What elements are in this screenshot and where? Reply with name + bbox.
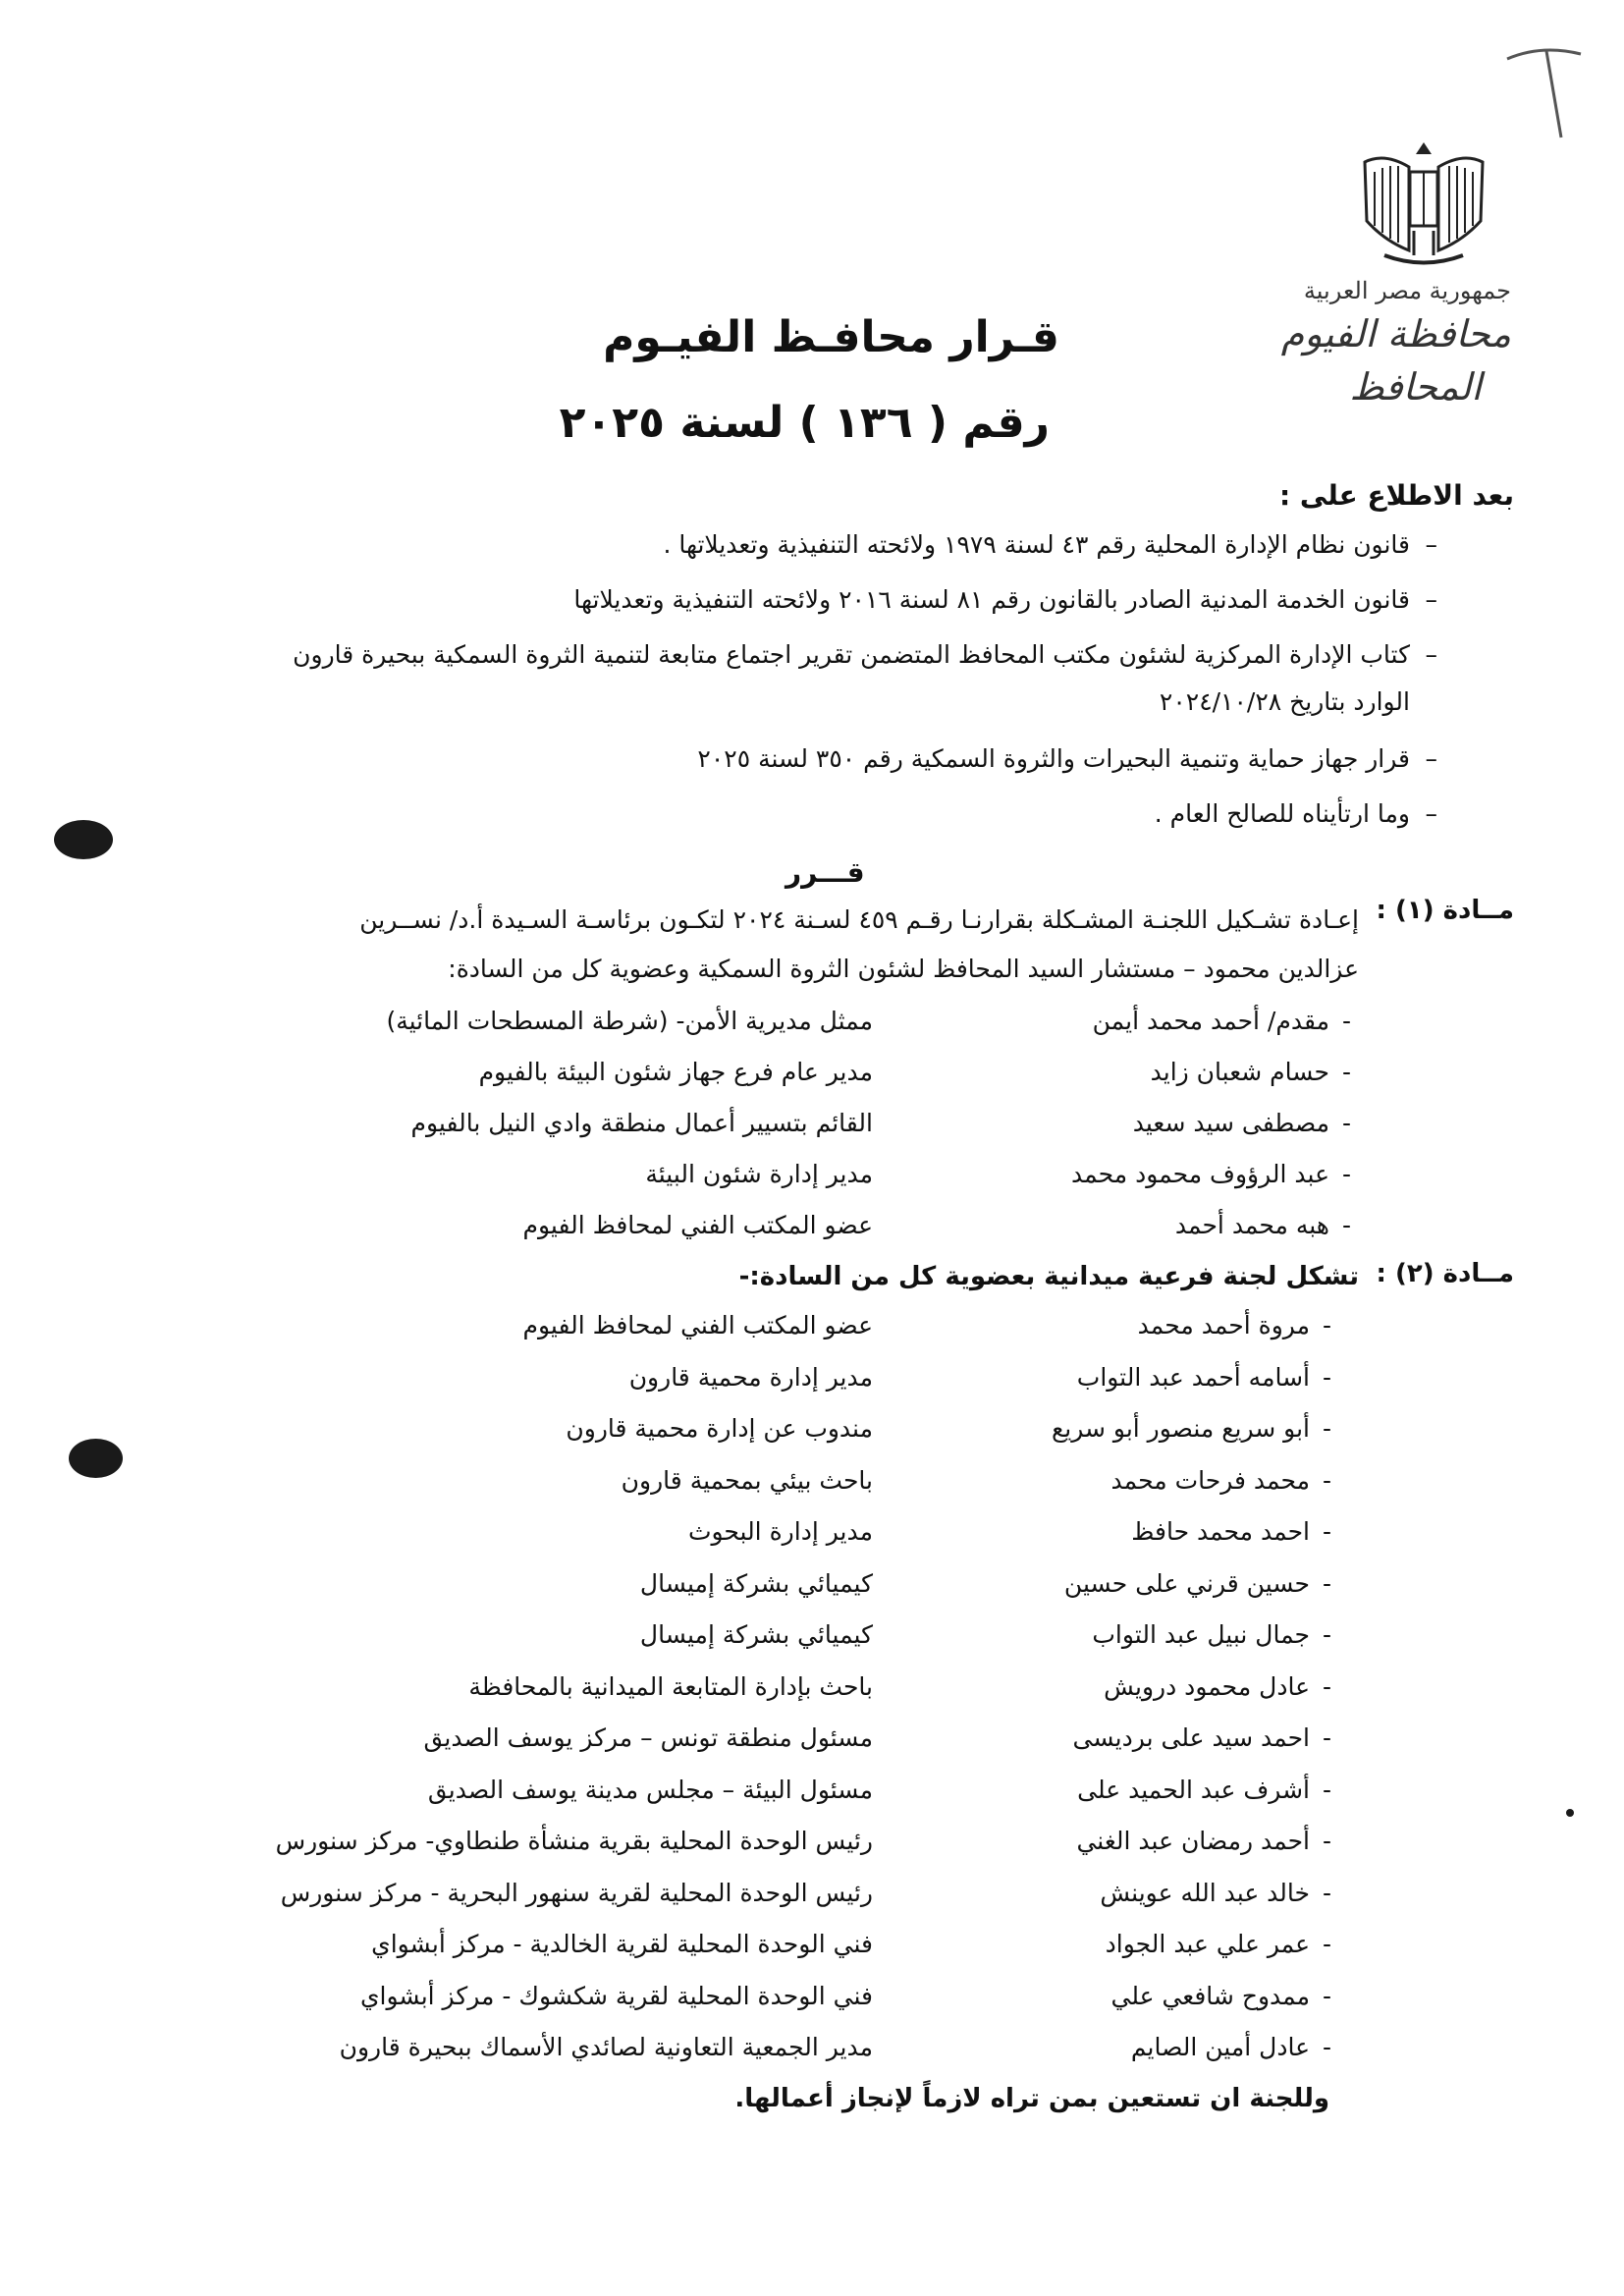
corner-mark-icon (1502, 39, 1591, 147)
letterhead-country: جمهورية مصر العربية (1303, 277, 1511, 304)
member-dash: - (1322, 1723, 1331, 1752)
article-1-text: عزالدين محمود – مستشار السيد المحافظ لشئون الثروة السمكية وعضوية كل من السادة: (448, 955, 1359, 983)
member-dash: - (1322, 1930, 1331, 1958)
member-name: احمد سيد على برديسى (1072, 1723, 1310, 1752)
member-name: جمال نبيل عبد التواب (1092, 1620, 1310, 1649)
bullet-dash: – (1425, 530, 1437, 559)
member-role: فني الوحدة المحلية لقرية شكشوك - مركز أبشواي (359, 1981, 873, 2010)
preamble-item: قانون الخدمة المدنية الصادر بالقانون رقم ٨١ لسنة ٢٠١٦ ولائحته التنفيذية وتعديلاتها (573, 585, 1410, 614)
member-name: احمد محمد حافظ (1131, 1517, 1310, 1546)
closing-text: وللجنة ان تستعين بمن تراه لازماً لإنجاز أعمالها. (734, 2084, 1329, 2113)
member-dash: - (1322, 1465, 1331, 1495)
preamble-item: قانون نظام الإدارة المحلية رقم ٤٣ لسنة ١٩٧٩ ولائحته التنفيذية وتعديلاتها . (663, 530, 1410, 559)
punch-hole (69, 1439, 123, 1478)
member-dash: - (1322, 1362, 1331, 1392)
member-dash: - (1322, 1517, 1331, 1546)
member-dash: - (1341, 1160, 1351, 1188)
member-role: فني الوحدة المحلية لقرية الخالدية - مركز أبشواي (371, 1930, 873, 1958)
member-role: عضو المكتب الفني لمحافظ الفيوم (522, 1211, 873, 1239)
member-role: مدير عام فرع جهاز شئون البيئة بالفيوم (478, 1058, 873, 1086)
member-role: رئيس الوحدة المحلية لقرية سنهور البحرية - مركز سنورس (280, 1878, 873, 1907)
speck (1566, 1809, 1574, 1817)
member-role: ممثل مديرية الأمن- (شرطة المسطحات المائية) (386, 1007, 873, 1035)
decision-heading: قـــرر (785, 856, 865, 889)
article-1-text: إعـادة تشـكيل اللجنـة المشـكلة بقرارنـا رقـم ٤٥٩ لسـنة ٢٠٢٤ لتكـون برئاسـة السـيدة أ.د/ نســرين (359, 905, 1359, 934)
member-dash: - (1322, 1981, 1331, 2010)
preamble-item: كتاب الإدارة المركزية لشئون مكتب المحافظ المتضمن تقرير اجتماع متابعة لتنمية الثروة السمكية ببحيرة قارون (293, 640, 1410, 669)
member-role: عضو المكتب الفني لمحافظ الفيوم (522, 1311, 873, 1339)
member-name: مقدم/ أحمد محمد أيمن (1092, 1007, 1329, 1035)
bullet-dash: – (1425, 799, 1437, 828)
member-role: مدير الجمعية التعاونية لصائدي الأسماك ببحيرة قارون (339, 2033, 873, 2061)
member-dash: - (1322, 1878, 1331, 1907)
member-role: مندوب عن إدارة محمية قارون (566, 1414, 873, 1443)
preamble-item: وما ارتأيناه للصالح العام . (1154, 799, 1410, 828)
decree-number: رقم ( ١٣٦ ) لسنة ٢٠٢٥ (559, 398, 1050, 448)
member-name: خالد عبد الله عوينش (1100, 1878, 1310, 1907)
member-dash: - (1322, 1827, 1331, 1855)
member-name: أشرف عبد الحميد على (1077, 1775, 1310, 1804)
member-name: حسين قرني على حسين (1063, 1568, 1310, 1598)
member-role: مدير إدارة محمية قارون (628, 1362, 873, 1392)
member-dash: - (1322, 1568, 1331, 1598)
member-dash: - (1322, 2033, 1331, 2061)
member-dash: - (1341, 1058, 1351, 1086)
member-name: ممدوح شافعي علي (1110, 1981, 1310, 2010)
preamble-item-continued: الوارد بتاريخ ٢٠٢٤/١٠/٢٨ (1159, 687, 1410, 716)
decree-title: قـرار محافـظ الفيـوم (603, 312, 1059, 362)
member-role: باحث بيئي بمحمية قارون (621, 1465, 873, 1495)
bullet-dash: – (1425, 640, 1437, 669)
member-dash: - (1322, 1311, 1331, 1339)
member-role: رئيس الوحدة المحلية بقرية منشأة طنطاوي- مركز سنورس (275, 1827, 873, 1855)
preamble-heading: بعد الاطلاع على : (1278, 479, 1514, 512)
member-name: مروة أحمد محمد (1137, 1311, 1310, 1339)
member-name: عادل أمين الصايم (1130, 2033, 1310, 2061)
punch-hole (54, 820, 113, 859)
member-name: عادل محمود درويش (1104, 1671, 1310, 1701)
member-role: مسئول البيئة – مجلس مدينة يوسف الصديق (427, 1775, 873, 1804)
member-role: كيميائي بشركة إميسال (639, 1568, 873, 1598)
article-1-label: مــادة (١) : (1376, 896, 1514, 925)
member-name: أحمد رمضان عبد الغني (1076, 1827, 1310, 1855)
letterhead-governorate: محافظة الفيوم (1280, 312, 1511, 355)
member-dash: - (1341, 1109, 1351, 1137)
member-role: مدير إدارة البحوث (687, 1517, 873, 1546)
member-name: مصطفى سيد سعيد (1132, 1109, 1329, 1137)
member-dash: - (1322, 1620, 1331, 1649)
member-name: هبه محمد أحمد (1174, 1211, 1329, 1239)
member-name: أبو سريع منصور أبو سريع (1051, 1414, 1310, 1443)
eagle-emblem-icon (1355, 133, 1492, 280)
member-dash: - (1341, 1211, 1351, 1239)
bullet-dash: – (1425, 585, 1437, 614)
member-name: محمد فرحات محمد (1110, 1465, 1310, 1495)
member-role: كيميائي بشركة إميسال (639, 1620, 873, 1649)
member-name: عمر علي عبد الجواد (1105, 1930, 1310, 1958)
bullet-dash: – (1425, 744, 1437, 773)
member-dash: - (1322, 1414, 1331, 1443)
member-role: باحث بإدارة المتابعة الميدانية بالمحافظة (468, 1671, 873, 1701)
member-dash: - (1341, 1007, 1351, 1035)
member-name: عبد الرؤوف محمود محمد (1071, 1160, 1329, 1188)
member-name: حسام شعبان زايد (1150, 1058, 1329, 1086)
member-dash: - (1322, 1775, 1331, 1804)
member-name: أسامه أحمد عبد التواب (1076, 1362, 1310, 1392)
member-role: مدير إدارة شئون البيئة (645, 1160, 873, 1188)
letterhead-governor: المحافظ (1349, 365, 1482, 409)
article-2-label: مــادة (٢) : (1376, 1259, 1514, 1288)
member-role: القائم بتسيير أعمال منطقة وادي النيل بالفيوم (410, 1109, 873, 1137)
article-2-text: تشكل لجنة فرعية ميدانية بعضوية كل من السادة:- (738, 1262, 1359, 1291)
corner-mark (1522, 59, 1523, 60)
member-role: مسئول منطقة تونس – مركز يوسف الصديق (423, 1723, 873, 1752)
preamble-item: قرار جهاز حماية وتنمية البحيرات والثروة السمكية رقم ٣٥٠ لسنة ٢٠٢٥ (697, 744, 1410, 773)
member-dash: - (1322, 1671, 1331, 1701)
